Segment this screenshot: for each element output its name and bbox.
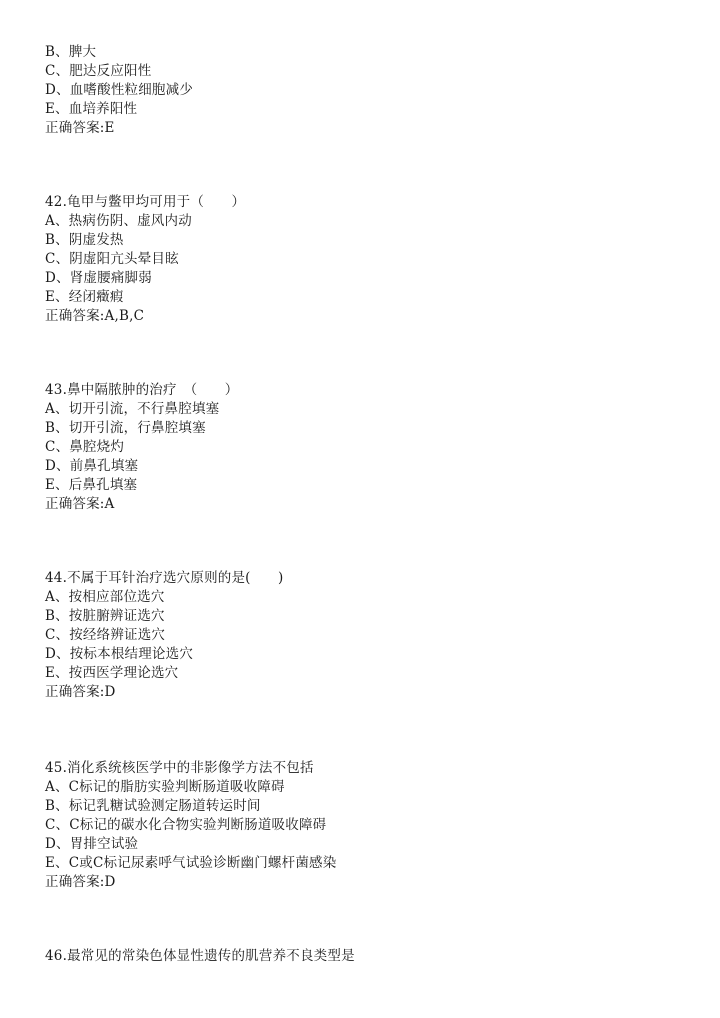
question-stem: 45.消化系统核医学中的非影像学方法不包括	[45, 760, 314, 776]
option-c: C、肥达反应阳性	[45, 63, 152, 79]
option-d: D、血嗜酸性粒细胞减少	[45, 82, 194, 98]
option-e: E、血培养阳性	[45, 101, 138, 117]
option-e: E、后鼻孔填塞	[45, 477, 138, 493]
question-43	[45, 381, 685, 514]
option-d: D、前鼻孔填塞	[45, 458, 139, 474]
option-e: E、C或C标记尿素呼气试验诊断幽门螺杆菌感染	[45, 855, 337, 871]
option-a: A、C标记的脂肪实验判断肠道吸收障碍	[45, 779, 285, 795]
question-46	[45, 947, 685, 966]
option-b: B、标记乳糖试验测定肠道转运时间	[45, 798, 261, 814]
option-a: A、热病伤阴、虚风内动	[45, 213, 192, 229]
option-c: C、按经络辨证选穴	[45, 627, 166, 643]
question-stem: 46.最常见的常染色体显性遗传的肌营养不良类型是	[45, 948, 355, 964]
answer: 正确答案:D	[45, 874, 116, 890]
option-b: B、按脏腑辨证选穴	[45, 608, 165, 624]
option-b: B、切开引流，行鼻腔填塞	[45, 420, 206, 436]
answer: 正确答案:E	[45, 120, 115, 136]
option-d: D、肾虚腰痛脚弱	[45, 270, 152, 286]
option-e: E、按西医学理论选穴	[45, 665, 179, 681]
question-45	[45, 759, 685, 892]
option-c: C、C标记的碳水化合物实验判断肠道吸收障碍	[45, 817, 327, 833]
question-41-tail	[45, 43, 685, 138]
option-e: E、经闭癥瘕	[45, 289, 124, 305]
option-d: D、按标本根结理论选穴	[45, 646, 194, 662]
answer: 正确答案:A	[45, 496, 115, 512]
option-c: C、鼻腔烧灼	[45, 439, 125, 455]
question-stem: 44.不属于耳针治疗选穴原则的是( )	[45, 570, 284, 586]
answer: 正确答案:A,B,C	[45, 308, 145, 324]
question-stem: 42.龟甲与鳖甲均可用于（ ）	[45, 194, 246, 210]
question-42	[45, 193, 685, 326]
question-stem: 43.鼻中隔脓肿的治疗 （ ）	[45, 382, 239, 398]
option-b: B、脾大	[45, 44, 97, 60]
option-d: D、胃排空试验	[45, 836, 139, 852]
answer: 正确答案:D	[45, 684, 116, 700]
option-a: A、按相应部位选穴	[45, 589, 165, 605]
option-a: A、切开引流，不行鼻腔填塞	[45, 401, 220, 417]
option-c: C、阴虚阳亢头晕目眩	[45, 251, 179, 267]
option-b: B、阴虚发热	[45, 232, 124, 248]
question-44	[45, 569, 685, 702]
